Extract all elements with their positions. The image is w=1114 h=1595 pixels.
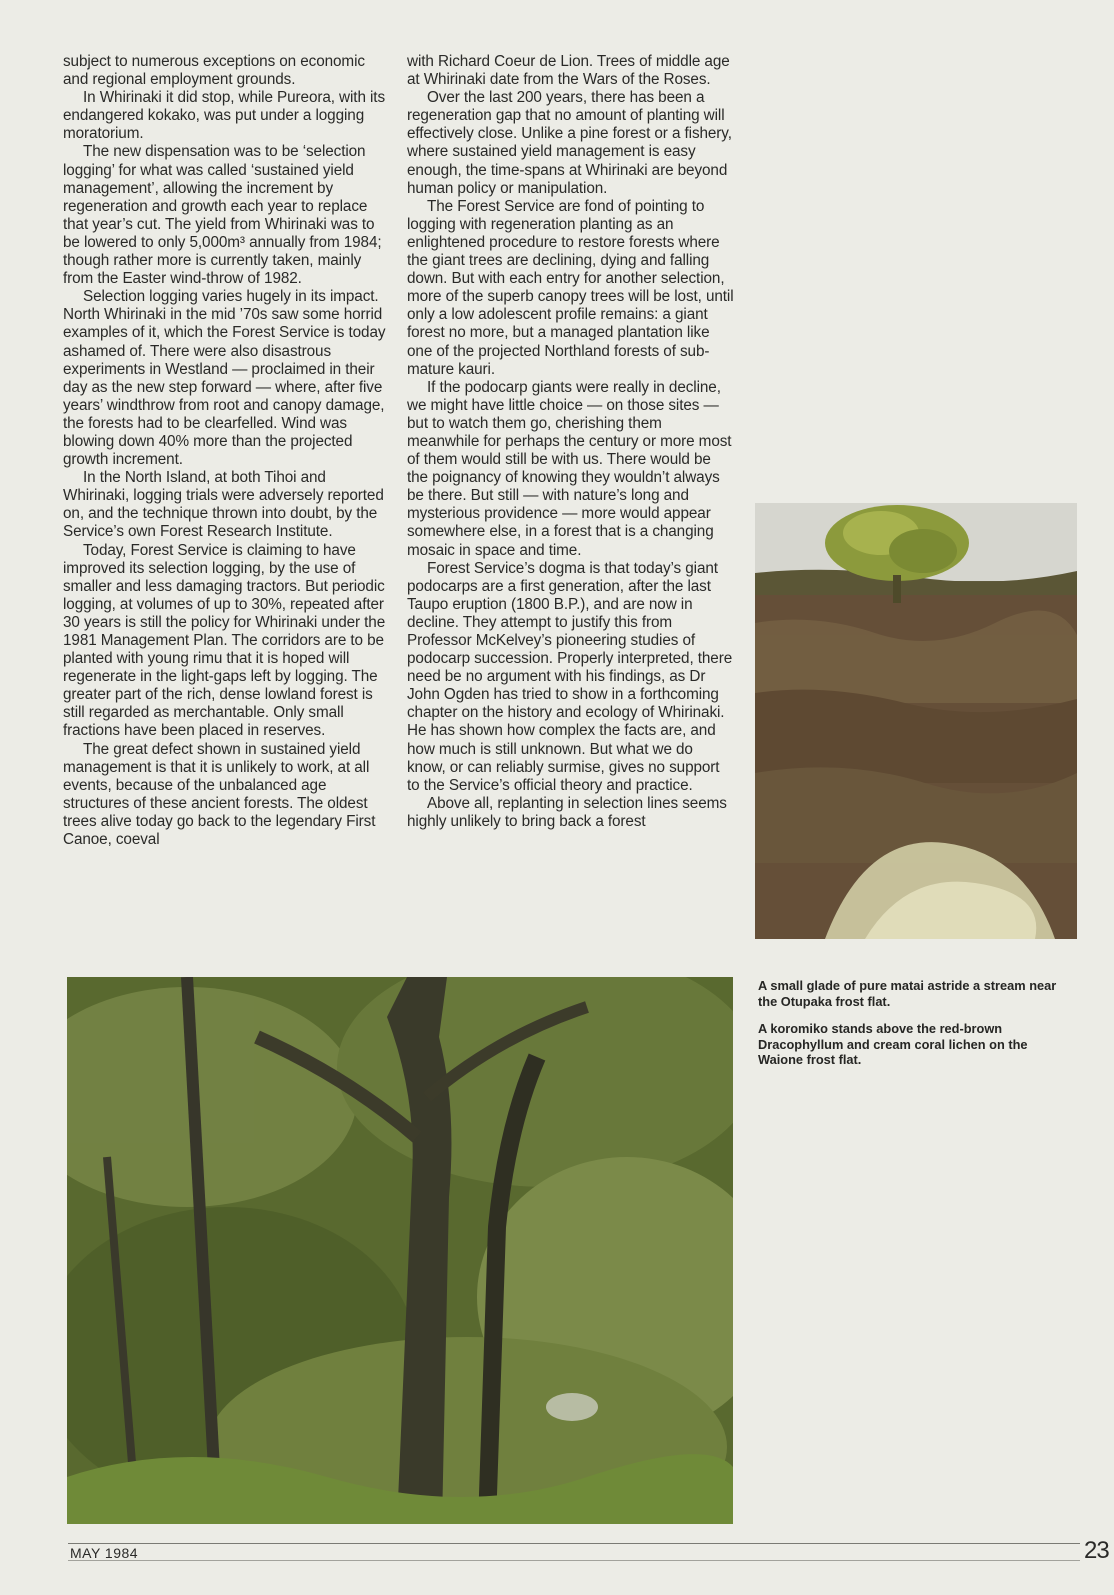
paragraph: The great defect shown in sustained yield management is that it is unlikely to work, at all events, because of the unbalanced age structures of these ancient forests. The oldest trees alive today go back to the legendary First Canoe, coeval xyxy=(63,740,376,849)
forest-photo-illustration xyxy=(67,977,733,1524)
forest-photo xyxy=(67,977,733,1524)
forest-photo-caption: A small glade of pure matai astride a stream near the Otupaka frost flat. xyxy=(758,978,1057,1009)
footer-rule xyxy=(68,1543,1080,1544)
paragraph: In the North Island, at both Tihoi and Whirinaki, logging trials were adversely reported on, and the technique thrown into doubt, by the Service’s own Forest Research Institute. xyxy=(63,469,384,541)
paragraph: Over the last 200 years, there has been a regeneration gap that no amount of planting will effectively close. Unlike a pine forest or a fishery, where sustained yield management is easy enough, the time-spans at Whirinaki are beyond human policy or manipulation. xyxy=(407,89,732,197)
article-column-1 xyxy=(63,53,393,849)
paragraph: Above all, replanting in selection lines seems highly unlikely to bring back a forest xyxy=(407,794,727,830)
page-number: 23 xyxy=(1084,1537,1109,1564)
koromiko-photo-caption: A koromiko stands above the red-brown Dracophyllum and cream coral lichen on the Waione frost flat. xyxy=(758,1021,1028,1067)
paragraph: The Forest Service are fond of pointing to logging with regeneration planting as an enlightened procedure to restore forests where the giant trees are declining, dying and falling down. But with each entry for another selection, more of the superb canopy trees will be lost, until only a low adolescent profile remains: a giant forest no more, but a managed plantation like one of the projected Northland forests of sub-mature kauri. xyxy=(407,197,734,378)
paragraph: If the podocarp giants were really in decline, we might have little choice — on those sites — but to watch them go, cherishing them meanwhile for perhaps the century or more most of them would still be with us. There would be the poignancy of knowing they wouldn’t always be there. But still — with nature’s long and mysterious providence — more would appear somewhere else, in a forest that is a changing mosaic in space and time. xyxy=(407,378,732,559)
photo-captions xyxy=(758,978,1068,1080)
paragraph: subject to numerous exceptions on economic and regional employment grounds. xyxy=(63,53,365,89)
footer-date: MAY 1984 xyxy=(70,1545,139,1561)
paragraph: The new dispensation was to be ‘selection logging’ for what was called ‘sustained yield management’, allowing the increment by regeneration and growth each year to replace that year’s cut. The yield from Whirinaki was to be lowered to only 5,000m³ annually from 1984; though rather more is currently taken, mainly from the Easter wind-throw of 1982. xyxy=(63,143,382,288)
koromiko-photo-illustration xyxy=(755,503,1077,939)
paragraph: Selection logging varies hugely in its impact. North Whirinaki in the mid ’70s saw some horrid examples of it, which the Forest Service is today ashamed of. There were also disastrous experiments in Westland — proclaimed in their day as the new step forward — where, after five years’ windthrow from root and canopy damage, the forests had to be clearfelled. Wind was blowing down 40% more than the projected growth increment. xyxy=(63,288,386,469)
footer-rule-lower xyxy=(68,1560,1080,1561)
paragraph: Today, Forest Service is claiming to have improved its selection logging, by the use of smaller and less damaging tractors. But periodic logging, at volumes of up to 30%, repeated after 30 years is still the policy for Whirinaki under the 1981 Management Plan. The corridors are to be planted with young rimu that it is hoped will regenerate in the light-gaps left by logging. The greater part of the rich, dense lowland forest is still regarded as merchantable. Only small fractions have been placed in reserves. xyxy=(63,541,386,740)
article-column-2 xyxy=(407,53,735,831)
paragraph: with Richard Coeur de Lion. Trees of middle age at Whirinaki date from the Wars of the Roses. xyxy=(407,53,730,89)
paragraph: Forest Service’s dogma is that today’s giant podocarps are a first generation, after the last Taupo eruption (1800 B.P.), and are now in decline. They attempt to justify this from Professor McKelvey’s pioneering studies of podocarp succession. Properly interpreted, there need be no argument with his findings, as Dr John Ogden has tried to show in a forthcoming chapter on the history and ecology of Whirinaki. He has shown how complex the facts are, and how much is still unknown. But what we do know, or can reliably surmise, gives no support to the Service’s official theory and practice. xyxy=(407,559,733,794)
paragraph: In Whirinaki it did stop, while Pureora, with its endangered kokako, was put under a logging moratorium. xyxy=(63,89,386,143)
koromiko-photo xyxy=(755,503,1077,939)
